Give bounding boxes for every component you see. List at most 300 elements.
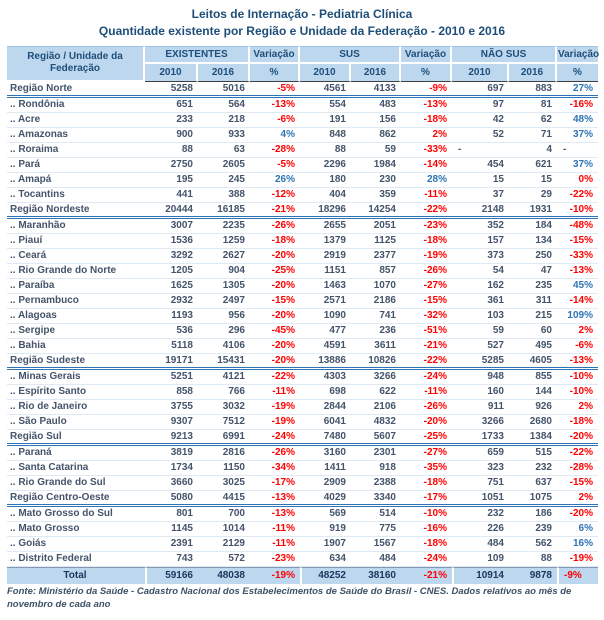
state-row xyxy=(7,552,598,567)
state-row xyxy=(7,128,598,143)
cell-sus-2016: 862 xyxy=(351,128,401,143)
cell-naosus-2010: 373 xyxy=(452,249,509,264)
cell-naosus-2016: 1931 xyxy=(509,203,557,219)
cell-naosus-2016: 81 xyxy=(509,98,557,113)
state-row xyxy=(7,158,598,173)
row-label: .. Rondônia xyxy=(7,98,145,113)
cell-naosus-2010: 232 xyxy=(452,507,509,522)
cell-existentes-variacao: -25% xyxy=(250,264,300,279)
cell-naosus-2016: 495 xyxy=(509,339,557,354)
cell-naosus-variacao: -20% xyxy=(557,507,598,522)
cell-sus-2010: 3160 xyxy=(300,446,351,461)
row-label: Região Nordeste xyxy=(7,203,145,219)
cell-existentes-variacao: -11% xyxy=(250,522,300,537)
cell-sus-variacao: -15% xyxy=(401,294,452,309)
cell-existentes-2016: 296 xyxy=(198,324,250,339)
cell-existentes-2016: 4106 xyxy=(198,339,250,354)
cell-existentes-variacao: -21% xyxy=(250,203,300,219)
state-row xyxy=(7,461,598,476)
header-naosus-2010: 2010 xyxy=(452,64,509,82)
state-row xyxy=(7,173,598,188)
header-variacao-naosus: Variação xyxy=(557,46,598,64)
cell-existentes-2010: 1536 xyxy=(145,234,198,249)
cell-naosus-2016: 311 xyxy=(509,294,557,309)
cell-existentes-variacao: 4% xyxy=(250,128,300,143)
cell-naosus-variacao: -13% xyxy=(557,264,598,279)
cell-naosus-variacao: -14% xyxy=(557,294,598,309)
cell-naosus-2016: 855 xyxy=(509,370,557,385)
row-label: .. Rio Grande do Sul xyxy=(7,476,145,491)
cell-naosus-2010: 361 xyxy=(452,294,509,309)
cell-existentes-2010: 2750 xyxy=(145,158,198,173)
cell-sus-2016: 4832 xyxy=(351,415,401,430)
cell-sus-2010: 1151 xyxy=(300,264,351,279)
cell-existentes-2010: 1145 xyxy=(145,522,198,537)
cell-sus-2016: 4133 xyxy=(351,82,401,98)
row-label: .. Tocantins xyxy=(7,188,145,203)
cell-existentes-variacao: -11% xyxy=(250,537,300,552)
row-label: .. Minas Gerais xyxy=(7,370,145,385)
cell-sus-2016: 483 xyxy=(351,98,401,113)
cell-existentes-2010: 195 xyxy=(145,173,198,188)
row-label: .. Maranhão xyxy=(7,219,145,234)
cell-sus-2010: 919 xyxy=(300,522,351,537)
cell-naosus-variacao: -13% xyxy=(557,354,598,370)
source-note: Fonte: Ministério da Saúde - Cadastro Nacional dos Estabelecimentos de Saúde do Brasil - CNES. Dados relativos ao mês de novembro de cada ano xyxy=(7,585,572,610)
state-row xyxy=(7,143,598,158)
cell-existentes-2016: 1305 xyxy=(198,279,250,294)
row-label: .. Santa Catarina xyxy=(7,461,145,476)
state-row xyxy=(7,294,598,309)
cell-existentes-variacao: -13% xyxy=(250,98,300,113)
region-row xyxy=(7,203,598,219)
cell-existentes-2016: 2129 xyxy=(198,537,250,552)
cell-naosus-2010: 42 xyxy=(452,113,509,128)
cell-naosus-2016: 215 xyxy=(509,309,557,324)
state-row xyxy=(7,188,598,203)
cell-naosus-variacao: -22% xyxy=(557,188,598,203)
cell-existentes-2016: 218 xyxy=(198,113,250,128)
cell-existentes-2010: 3660 xyxy=(145,476,198,491)
cell-sus-variacao: -14% xyxy=(401,158,452,173)
cell-existentes-2016: 2605 xyxy=(198,158,250,173)
state-row xyxy=(7,113,598,128)
cell-sus-2016: 38160 xyxy=(351,567,401,584)
cell-existentes-2016: 1014 xyxy=(198,522,250,537)
cell-existentes-2010: 743 xyxy=(145,552,198,567)
cell-existentes-2010: 9213 xyxy=(145,430,198,446)
cell-sus-2016: 3340 xyxy=(351,491,401,507)
cell-sus-variacao: 28% xyxy=(401,173,452,188)
state-row xyxy=(7,264,598,279)
cell-existentes-variacao: -24% xyxy=(250,430,300,446)
cell-naosus-variacao: -10% xyxy=(557,385,598,400)
cell-sus-2016: 622 xyxy=(351,385,401,400)
cell-naosus-2016: 4605 xyxy=(509,354,557,370)
cell-sus-2010: 4303 xyxy=(300,370,351,385)
cell-naosus-variacao: 0% xyxy=(557,173,598,188)
cell-naosus-variacao: 2% xyxy=(557,491,598,507)
cell-existentes-2010: 2391 xyxy=(145,537,198,552)
region-row xyxy=(7,82,598,98)
row-label: Região Sul xyxy=(7,430,145,446)
cell-naosus-2010: 226 xyxy=(452,522,509,537)
cell-naosus-2010: 697 xyxy=(452,82,509,98)
cell-naosus-variacao: -22% xyxy=(557,446,598,461)
cell-naosus-2016: 232 xyxy=(509,461,557,476)
cell-sus-2016: 1125 xyxy=(351,234,401,249)
cell-naosus-2010: 5285 xyxy=(452,354,509,370)
cell-sus-2010: 1907 xyxy=(300,537,351,552)
cell-existentes-2010: 2932 xyxy=(145,294,198,309)
cell-naosus-2010: 1051 xyxy=(452,491,509,507)
cell-sus-2010: 7480 xyxy=(300,430,351,446)
cell-naosus-variacao: - xyxy=(557,143,598,158)
cell-naosus-2010: 911 xyxy=(452,400,509,415)
cell-sus-variacao: -26% xyxy=(401,264,452,279)
cell-sus-2016: 3266 xyxy=(351,370,401,385)
cell-naosus-2010: 59 xyxy=(452,324,509,339)
report-title-block xyxy=(7,6,597,41)
cell-naosus-2010: 109 xyxy=(452,552,509,567)
cell-naosus-variacao: -16% xyxy=(557,98,598,113)
cell-sus-variacao: -27% xyxy=(401,446,452,461)
state-row xyxy=(7,537,598,552)
cell-existentes-variacao: -5% xyxy=(250,158,300,173)
header-group-naosus: NÃO SUS xyxy=(452,46,557,64)
cell-existentes-2010: 88 xyxy=(145,143,198,158)
cell-sus-2016: 10826 xyxy=(351,354,401,370)
cell-naosus-2010: 162 xyxy=(452,279,509,294)
cell-naosus-variacao: 37% xyxy=(557,158,598,173)
cell-naosus-2016: 9878 xyxy=(509,567,557,584)
state-row xyxy=(7,219,598,234)
beds-table xyxy=(7,46,598,584)
row-label: .. Amazonas xyxy=(7,128,145,143)
row-label: Região Norte xyxy=(7,82,145,98)
cell-naosus-2010: 157 xyxy=(452,234,509,249)
row-label: .. Alagoas xyxy=(7,309,145,324)
cell-naosus-2016: 186 xyxy=(509,507,557,522)
cell-existentes-variacao: -19% xyxy=(250,400,300,415)
cell-existentes-2010: 5258 xyxy=(145,82,198,98)
state-row xyxy=(7,522,598,537)
row-label: .. Pará xyxy=(7,158,145,173)
cell-sus-variacao: -18% xyxy=(401,234,452,249)
cell-sus-2016: 1984 xyxy=(351,158,401,173)
cell-existentes-variacao: -28% xyxy=(250,143,300,158)
cell-sus-2010: 4029 xyxy=(300,491,351,507)
cell-naosus-variacao: -15% xyxy=(557,234,598,249)
cell-sus-2016: 857 xyxy=(351,264,401,279)
cell-existentes-2010: 19171 xyxy=(145,354,198,370)
cell-naosus-variacao: 109% xyxy=(557,309,598,324)
cell-naosus-2016: 515 xyxy=(509,446,557,461)
cell-existentes-variacao: -6% xyxy=(250,113,300,128)
cell-sus-variacao: -19% xyxy=(401,249,452,264)
cell-sus-variacao: -21% xyxy=(401,567,452,584)
cell-sus-variacao: -26% xyxy=(401,400,452,415)
cell-sus-2010: 2909 xyxy=(300,476,351,491)
cell-sus-2016: 1567 xyxy=(351,537,401,552)
cell-sus-2010: 2919 xyxy=(300,249,351,264)
cell-sus-variacao: -27% xyxy=(401,279,452,294)
region-row xyxy=(7,430,598,446)
cell-existentes-2016: 48038 xyxy=(198,567,250,584)
cell-sus-2010: 4561 xyxy=(300,82,351,98)
cell-sus-variacao: -18% xyxy=(401,537,452,552)
cell-naosus-variacao: -28% xyxy=(557,461,598,476)
cell-existentes-2010: 3292 xyxy=(145,249,198,264)
cell-sus-2010: 48252 xyxy=(300,567,351,584)
cell-sus-2016: 59 xyxy=(351,143,401,158)
cell-sus-variacao: -23% xyxy=(401,219,452,234)
cell-naosus-2010: 3266 xyxy=(452,415,509,430)
cell-sus-variacao: -17% xyxy=(401,491,452,507)
cell-naosus-2016: 621 xyxy=(509,158,557,173)
cell-sus-2016: 156 xyxy=(351,113,401,128)
cell-existentes-variacao: -20% xyxy=(250,339,300,354)
cell-existentes-2010: 9307 xyxy=(145,415,198,430)
cell-existentes-2016: 3025 xyxy=(198,476,250,491)
cell-sus-2016: 2388 xyxy=(351,476,401,491)
cell-sus-2016: 2051 xyxy=(351,219,401,234)
cell-naosus-2016: 637 xyxy=(509,476,557,491)
cell-sus-variacao: -35% xyxy=(401,461,452,476)
cell-existentes-2010: 858 xyxy=(145,385,198,400)
row-label: .. Pernambuco xyxy=(7,294,145,309)
cell-naosus-variacao: 27% xyxy=(557,82,598,98)
cell-naosus-variacao: -20% xyxy=(557,430,598,446)
cell-sus-2010: 698 xyxy=(300,385,351,400)
cell-existentes-2016: 7512 xyxy=(198,415,250,430)
cell-existentes-variacao: -19% xyxy=(250,567,300,584)
cell-sus-2010: 848 xyxy=(300,128,351,143)
cell-sus-2016: 2186 xyxy=(351,294,401,309)
row-label: .. Mato Grosso xyxy=(7,522,145,537)
cell-naosus-2010: 54 xyxy=(452,264,509,279)
row-label: .. Roraima xyxy=(7,143,145,158)
cell-sus-2016: 2301 xyxy=(351,446,401,461)
cell-naosus-2016: 883 xyxy=(509,82,557,98)
cell-naosus-2010: 454 xyxy=(452,158,509,173)
cell-naosus-variacao: -48% xyxy=(557,219,598,234)
region-row xyxy=(7,491,598,507)
cell-existentes-2010: 5118 xyxy=(145,339,198,354)
cell-naosus-variacao: 45% xyxy=(557,279,598,294)
cell-existentes-variacao: -22% xyxy=(250,370,300,385)
state-row xyxy=(7,370,598,385)
cell-existentes-2010: 900 xyxy=(145,128,198,143)
cell-sus-variacao: -24% xyxy=(401,370,452,385)
cell-existentes-2016: 904 xyxy=(198,264,250,279)
cell-existentes-2016: 564 xyxy=(198,98,250,113)
cell-existentes-2010: 3755 xyxy=(145,400,198,415)
cell-existentes-variacao: -20% xyxy=(250,279,300,294)
cell-existentes-variacao: -13% xyxy=(250,507,300,522)
cell-existentes-variacao: -11% xyxy=(250,385,300,400)
cell-naosus-2010: 160 xyxy=(452,385,509,400)
header-sus-2010: 2010 xyxy=(300,64,351,82)
cell-existentes-variacao: -45% xyxy=(250,324,300,339)
cell-sus-2010: 6041 xyxy=(300,415,351,430)
cell-existentes-2016: 572 xyxy=(198,552,250,567)
cell-existentes-variacao: -23% xyxy=(250,552,300,567)
cell-sus-variacao: -11% xyxy=(401,385,452,400)
cell-sus-2010: 180 xyxy=(300,173,351,188)
header-naosus-2016: 2016 xyxy=(509,64,557,82)
cell-naosus-2010: 2148 xyxy=(452,203,509,219)
state-row xyxy=(7,249,598,264)
cell-existentes-2016: 245 xyxy=(198,173,250,188)
cell-existentes-2010: 1734 xyxy=(145,461,198,476)
row-label: Região Centro-Oeste xyxy=(7,491,145,507)
cell-naosus-variacao: -18% xyxy=(557,415,598,430)
cell-sus-variacao: -51% xyxy=(401,324,452,339)
cell-naosus-2010: 948 xyxy=(452,370,509,385)
cell-naosus-2016: 235 xyxy=(509,279,557,294)
cell-naosus-variacao: -15% xyxy=(557,476,598,491)
cell-sus-variacao: -10% xyxy=(401,507,452,522)
cell-naosus-2016: 239 xyxy=(509,522,557,537)
cell-naosus-2010: 323 xyxy=(452,461,509,476)
cell-existentes-2016: 16185 xyxy=(198,203,250,219)
cell-existentes-2010: 536 xyxy=(145,324,198,339)
cell-existentes-2016: 388 xyxy=(198,188,250,203)
cell-existentes-variacao: -12% xyxy=(250,188,300,203)
cell-existentes-2010: 651 xyxy=(145,98,198,113)
cell-existentes-variacao: -18% xyxy=(250,234,300,249)
row-label: .. Rio de Janeiro xyxy=(7,400,145,415)
cell-existentes-variacao: -26% xyxy=(250,446,300,461)
cell-existentes-2010: 441 xyxy=(145,188,198,203)
row-label: .. Amapá xyxy=(7,173,145,188)
cell-sus-2010: 1090 xyxy=(300,309,351,324)
cell-existentes-2016: 4415 xyxy=(198,491,250,507)
row-label: .. Rio Grande do Norte xyxy=(7,264,145,279)
row-label: .. Bahia xyxy=(7,339,145,354)
cell-sus-2016: 484 xyxy=(351,552,401,567)
cell-sus-2010: 2296 xyxy=(300,158,351,173)
cell-sus-variacao: -22% xyxy=(401,354,452,370)
header-group-sus: SUS xyxy=(300,46,401,64)
cell-naosus-variacao: 2% xyxy=(557,400,598,415)
cell-naosus-2016: 62 xyxy=(509,113,557,128)
cell-naosus-variacao: 48% xyxy=(557,113,598,128)
state-row xyxy=(7,400,598,415)
header-variacao-existentes: Variação xyxy=(250,46,300,64)
row-label: .. Distrito Federal xyxy=(7,552,145,567)
cell-naosus-variacao: -6% xyxy=(557,339,598,354)
cell-sus-2016: 514 xyxy=(351,507,401,522)
state-row xyxy=(7,309,598,324)
header-group-existentes: EXISTENTES xyxy=(145,46,250,64)
cell-sus-2010: 569 xyxy=(300,507,351,522)
cell-existentes-2016: 1150 xyxy=(198,461,250,476)
total-row xyxy=(7,567,598,584)
cell-naosus-2010: 97 xyxy=(452,98,509,113)
row-label: .. Paraná xyxy=(7,446,145,461)
state-row xyxy=(7,476,598,491)
cell-sus-2010: 1411 xyxy=(300,461,351,476)
cell-existentes-2016: 956 xyxy=(198,309,250,324)
cell-sus-variacao: -13% xyxy=(401,98,452,113)
cell-sus-2016: 1070 xyxy=(351,279,401,294)
cell-existentes-2016: 6991 xyxy=(198,430,250,446)
cell-naosus-variacao: 2% xyxy=(557,324,598,339)
cell-sus-2016: 741 xyxy=(351,309,401,324)
cell-sus-2016: 236 xyxy=(351,324,401,339)
cell-naosus-variacao: -10% xyxy=(557,203,598,219)
row-label: .. São Paulo xyxy=(7,415,145,430)
header-sus-percent: % xyxy=(401,64,452,82)
cell-existentes-variacao: -19% xyxy=(250,415,300,430)
state-row xyxy=(7,279,598,294)
cell-sus-variacao: -11% xyxy=(401,188,452,203)
cell-naosus-2016: 144 xyxy=(509,385,557,400)
region-row xyxy=(7,354,598,370)
row-label: .. Acre xyxy=(7,113,145,128)
cell-naosus-2010: 352 xyxy=(452,219,509,234)
cell-existentes-2010: 1625 xyxy=(145,279,198,294)
state-row xyxy=(7,507,598,522)
cell-naosus-2016: 88 xyxy=(509,552,557,567)
cell-existentes-2016: 1259 xyxy=(198,234,250,249)
cell-sus-variacao: -9% xyxy=(401,82,452,98)
cell-existentes-variacao: -34% xyxy=(250,461,300,476)
cell-sus-2016: 230 xyxy=(351,173,401,188)
cell-sus-2010: 554 xyxy=(300,98,351,113)
cell-existentes-2016: 2497 xyxy=(198,294,250,309)
cell-naosus-2010: 527 xyxy=(452,339,509,354)
cell-sus-2016: 5607 xyxy=(351,430,401,446)
cell-existentes-2016: 5016 xyxy=(198,82,250,98)
cell-naosus-2010: 103 xyxy=(452,309,509,324)
report-title: Leitos de Internação - Pediatria Clínica xyxy=(191,7,413,21)
cell-naosus-2016: 134 xyxy=(509,234,557,249)
cell-sus-2010: 2571 xyxy=(300,294,351,309)
cell-existentes-2010: 1193 xyxy=(145,309,198,324)
cell-naosus-2010: - xyxy=(452,143,509,158)
header-existentes-2016: 2016 xyxy=(198,64,250,82)
cell-existentes-2016: 766 xyxy=(198,385,250,400)
cell-existentes-2010: 59166 xyxy=(145,567,198,584)
table-body xyxy=(7,82,598,584)
cell-naosus-2016: 184 xyxy=(509,219,557,234)
cell-naosus-2016: 60 xyxy=(509,324,557,339)
cell-naosus-2010: 659 xyxy=(452,446,509,461)
cell-sus-2010: 1463 xyxy=(300,279,351,294)
cell-existentes-2016: 63 xyxy=(198,143,250,158)
cell-sus-2016: 359 xyxy=(351,188,401,203)
row-label: .. Piauí xyxy=(7,234,145,249)
cell-sus-2010: 18296 xyxy=(300,203,351,219)
cell-naosus-2010: 52 xyxy=(452,128,509,143)
cell-existentes-2016: 700 xyxy=(198,507,250,522)
cell-existentes-variacao: -26% xyxy=(250,219,300,234)
cell-naosus-variacao: -33% xyxy=(557,249,598,264)
cell-naosus-2010: 1733 xyxy=(452,430,509,446)
cell-existentes-2010: 20444 xyxy=(145,203,198,219)
cell-sus-variacao: -18% xyxy=(401,113,452,128)
cell-existentes-variacao: -5% xyxy=(250,82,300,98)
cell-naosus-2010: 37 xyxy=(452,188,509,203)
state-row xyxy=(7,234,598,249)
cell-naosus-2016: 926 xyxy=(509,400,557,415)
cell-naosus-2016: 4 xyxy=(509,143,557,158)
cell-existentes-2016: 2235 xyxy=(198,219,250,234)
row-label: .. Espírito Santo xyxy=(7,385,145,400)
